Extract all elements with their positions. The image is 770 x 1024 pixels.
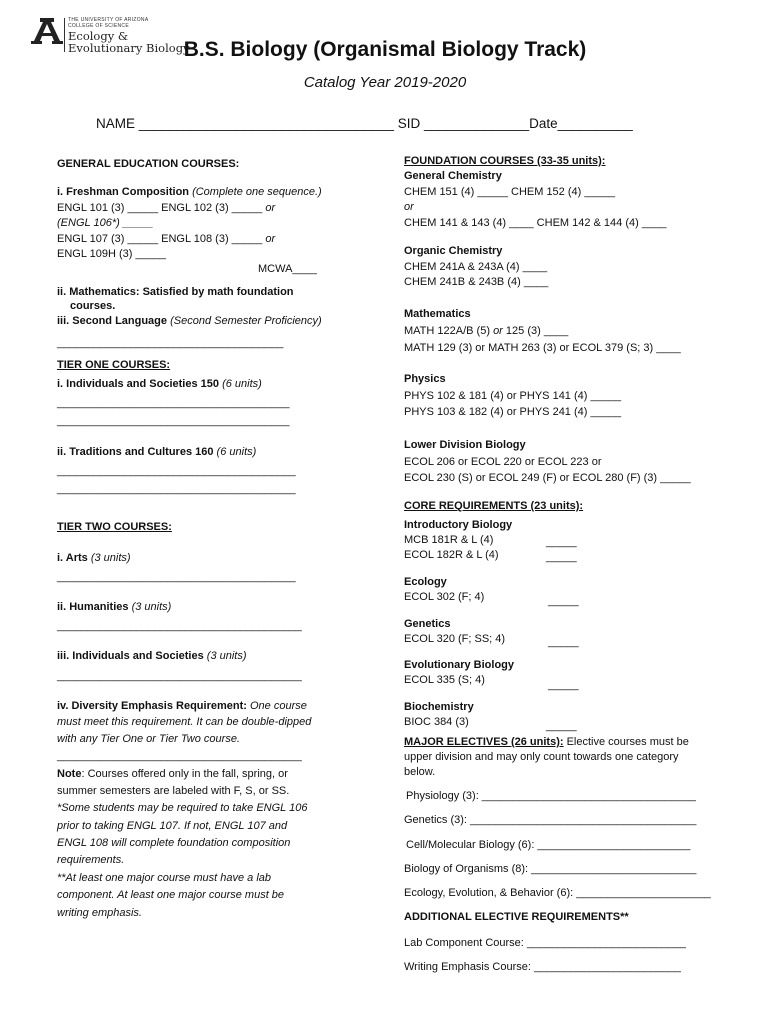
diversity-note-2: must meet this requirement. It can be double-dipped xyxy=(57,716,312,728)
additional-elective-heading: ADDITIONAL ELECTIVE REQUIREMENTS** xyxy=(404,911,629,923)
bioc-384-blank[interactable]: _____ xyxy=(546,720,577,732)
diversity-row xyxy=(57,699,307,714)
ecol-230-row[interactable]: ECOL 230 (S) or ECOL 249 (F) or ECOL 280 (F) (3) _____ xyxy=(404,472,691,484)
second-language-note: (Second Semester Proficiency) xyxy=(170,315,322,327)
bioc-384-row: BIOC 384 (3) xyxy=(404,716,469,728)
math-122-text: MATH 122A/B (5) xyxy=(404,325,490,337)
humanities-label: ii. Humanities xyxy=(57,601,129,613)
ind-soc-tier2-blank[interactable]: ________________________________________ xyxy=(57,670,302,682)
logo-dept-line1: Ecology & xyxy=(68,29,129,43)
genetics-core-label: Genetics xyxy=(404,618,451,630)
note-line-5: ENGL 108 will complete foundation composition xyxy=(57,837,291,849)
genetics-elective-line[interactable]: Genetics (3): _____________________________________ xyxy=(404,814,697,826)
logo-college-name: COLLEGE OF SCIENCE xyxy=(68,23,129,29)
freshman-comp-note: (Complete one sequence.) xyxy=(192,186,322,198)
core-heading: CORE REQUIREMENTS (23 units): xyxy=(404,500,584,512)
ind-soc-150-blank-2[interactable]: ______________________________________ xyxy=(57,415,290,427)
org-chem-label: Organic Chemistry xyxy=(404,245,503,257)
ecol-320-blank[interactable]: _____ xyxy=(548,636,579,648)
evo-bio-label: Evolutionary Biology xyxy=(404,659,515,671)
page-title: B.S. Biology (Organismal Biology Track) xyxy=(183,38,587,61)
page-subtitle: Catalog Year 2019-2020 xyxy=(303,74,467,91)
humanities-row xyxy=(57,600,171,615)
major-electives-note-1: Elective courses must be xyxy=(563,736,689,748)
note-label: Note xyxy=(57,768,82,780)
phys-102-row[interactable]: PHYS 102 & 181 (4) or PHYS 141 (4) _____ xyxy=(404,390,622,402)
arts-label: i. Arts xyxy=(57,552,88,564)
chem-241a-row[interactable]: CHEM 241A & 243A (4) ____ xyxy=(404,261,548,273)
note-line-2: summer semesters are labeled with F, S, or SS. xyxy=(57,785,290,797)
ecol-320-row: ECOL 320 (F; SS; 4) xyxy=(404,633,506,645)
ecol-302-blank[interactable]: _____ xyxy=(548,595,579,607)
humanities-units: (3 units) xyxy=(131,601,172,613)
or-label: or xyxy=(265,233,276,245)
ecol-206-row: ECOL 206 or ECOL 220 or ECOL 223 or xyxy=(404,456,602,468)
engl-107-text: ENGL 107 (3) _____ ENGL 108 (3) _____ xyxy=(57,233,263,245)
mcb-181-row: MCB 181R & L (4) xyxy=(404,534,494,546)
ind-soc-tier2-row xyxy=(57,649,247,664)
or-label: or xyxy=(265,202,276,214)
math-gen-ed-line2: courses. xyxy=(70,300,116,312)
trad-cult-160-units: (6 units) xyxy=(216,446,257,458)
lower-div-bio-label: Lower Division Biology xyxy=(404,439,526,451)
ind-soc-tier2-units: (3 units) xyxy=(206,650,247,662)
tier-two-heading: TIER TWO COURSES: xyxy=(57,521,172,533)
diversity-blank[interactable]: ________________________________________ xyxy=(57,750,302,762)
chem-241b-row[interactable]: CHEM 241B & 243B (4) ____ xyxy=(404,276,549,288)
ind-soc-150-row xyxy=(57,377,262,392)
trad-cult-160-label: ii. Traditions and Cultures 160 xyxy=(57,446,214,458)
logo-university-name: THE UNIVERSITY OF ARIZONA xyxy=(68,17,149,23)
major-electives-note-3: below. xyxy=(404,766,436,778)
note-line-7: **At least one major course must have a lab xyxy=(57,872,272,884)
second-language-row xyxy=(57,314,322,329)
engl-101-row[interactable] xyxy=(57,201,275,216)
diversity-note-1: One course xyxy=(249,700,307,712)
arts-row xyxy=(57,551,131,566)
ind-soc-150-label: i. Individuals and Societies 150 xyxy=(57,378,220,390)
mathematics-label: Mathematics xyxy=(404,308,471,320)
note-line-1: : Courses offered only in the fall, spring, or xyxy=(81,768,288,780)
writing-emphasis-line[interactable]: Writing Emphasis Course: ________________________ xyxy=(404,961,681,973)
freshman-comp-label: i. Freshman Composition xyxy=(57,186,190,198)
trad-cult-160-row xyxy=(57,445,256,460)
note-line-6: requirements. xyxy=(57,854,125,866)
engl-101-text: ENGL 101 (3) _____ ENGL 102 (3) _____ xyxy=(57,202,263,214)
humanities-blank[interactable]: ________________________________________ xyxy=(57,620,302,632)
major-electives-note-2: upper division and may only count towards one category xyxy=(404,751,679,763)
chem-151-row[interactable]: CHEM 151 (4) _____ CHEM 152 (4) _____ xyxy=(404,186,615,198)
trad-cult-160-blank-1[interactable]: _______________________________________ xyxy=(57,465,296,477)
ind-soc-150-blank-1[interactable]: ______________________________________ xyxy=(57,397,290,409)
ecol-182-blank[interactable]: _____ xyxy=(546,551,577,563)
or-label: or xyxy=(493,325,503,337)
ecology-label: Ecology xyxy=(404,576,447,588)
ecol-182-row: ECOL 182R & L (4) xyxy=(404,549,499,561)
tier-one-heading: TIER ONE COURSES: xyxy=(57,359,171,371)
ecol-335-row: ECOL 335 (S; 4) xyxy=(404,674,485,686)
physiology-elective-line[interactable]: Physiology (3): ___________________________________ xyxy=(406,790,696,802)
major-electives-heading: MAJOR ELECTIVES (26 units): xyxy=(404,736,564,748)
mcwa-row[interactable]: MCWA____ xyxy=(258,263,317,275)
gen-chem-label: General Chemistry xyxy=(404,170,502,182)
or-label: or xyxy=(404,201,414,213)
ecol-335-blank[interactable]: _____ xyxy=(548,679,579,691)
physics-label: Physics xyxy=(404,373,446,385)
engl-107-row[interactable] xyxy=(57,232,275,247)
biochem-label: Biochemistry xyxy=(404,701,474,713)
second-language-label: iii. Second Language xyxy=(57,315,168,327)
math-125-text: 125 (3) ____ xyxy=(505,325,569,337)
note-line-9: writing emphasis. xyxy=(57,907,142,919)
foundation-heading: FOUNDATION COURSES (33-35 units): xyxy=(404,155,606,167)
eeb-elective-line[interactable]: Ecology, Evolution, & Behavior (6): ______________________ xyxy=(404,887,711,899)
engl-106-row[interactable]: (ENGL 106*) _____ xyxy=(57,217,154,229)
gen-ed-heading: GENERAL EDUCATION COURSES: xyxy=(57,158,240,170)
note-line-8: component. At least one major course must be xyxy=(57,889,285,901)
math-129-row[interactable]: MATH 129 (3) or MATH 263 (3) or ECOL 379 (S; 3) ____ xyxy=(404,342,681,354)
note-line-3: *Some students may be required to take ENGL 106 xyxy=(57,802,308,814)
logo-dept-line2: Evolutionary Biology xyxy=(68,41,190,55)
engl-109h-row[interactable]: ENGL 109H (3) _____ xyxy=(57,248,167,260)
note-row xyxy=(57,767,288,782)
organisms-elective-line[interactable]: Biology of Organisms (8): ___________________________ xyxy=(404,863,697,875)
student-name-line[interactable]: NAME __________________________________ SID ______________Date__________ xyxy=(96,116,633,131)
lab-component-line[interactable]: Lab Component Course: __________________________ xyxy=(404,937,686,949)
ind-soc-150-units: (6 units) xyxy=(222,378,262,390)
ecol-302-row: ECOL 302 (F; 4) xyxy=(404,591,485,603)
trad-cult-160-blank-2[interactable]: _______________________________________ xyxy=(57,483,296,495)
math-gen-ed-line1: ii. Mathematics: Satisfied by math foundation xyxy=(57,286,294,298)
cell-mol-elective-line[interactable]: Cell/Molecular Biology (6): _________________________ xyxy=(406,839,691,851)
math-122-row[interactable] xyxy=(404,324,568,339)
arts-units: (3 units) xyxy=(90,552,131,564)
diversity-note-3: with any Tier One or Tier Two course. xyxy=(57,733,240,745)
note-line-4: prior to taking ENGL 107. If not, ENGL 107 and xyxy=(57,820,288,832)
diversity-label: iv. Diversity Emphasis Requirement: xyxy=(57,700,247,712)
ind-soc-tier2-label: iii. Individuals and Societies xyxy=(57,650,204,662)
phys-103-row[interactable]: PHYS 103 & 182 (4) or PHYS 241 (4) _____ xyxy=(404,406,622,418)
freshman-comp-row xyxy=(57,185,322,200)
second-language-blank[interactable]: _____________________________________ xyxy=(57,337,284,349)
chem-141-row[interactable]: CHEM 141 & 143 (4) ____ CHEM 142 & 144 (4) ____ xyxy=(404,217,667,229)
mcb-181-blank[interactable]: _____ xyxy=(546,536,577,548)
intro-bio-label: Introductory Biology xyxy=(404,519,513,531)
arts-blank[interactable]: _______________________________________ xyxy=(57,571,296,583)
major-electives-row xyxy=(404,735,689,750)
